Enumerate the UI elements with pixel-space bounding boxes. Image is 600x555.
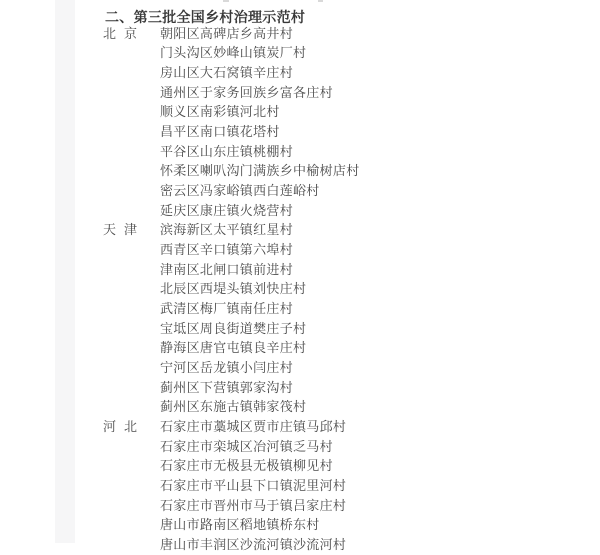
- clipped-previous-line-fragment: [223, 0, 229, 2]
- village-name: 石家庄市无极县无极镇柳见村: [160, 458, 333, 474]
- village-name: 北辰区西堤头镇刘快庄村: [160, 281, 307, 297]
- list-row: [0, 437, 600, 457]
- province-label: [103, 417, 137, 437]
- village-name: 延庆区康庄镇火烧营村: [160, 202, 294, 218]
- list-row: [0, 417, 600, 437]
- province-char: 北: [123, 418, 137, 434]
- list-row: [0, 279, 600, 299]
- section-heading-index: 二、: [105, 11, 134, 26]
- province-label: [103, 24, 137, 44]
- village-name: 昌平区南口镇花塔村: [160, 123, 280, 139]
- list-row: [0, 476, 600, 496]
- village-name: 静海区唐官屯镇良辛庄村: [160, 340, 307, 356]
- list-row: [0, 319, 600, 339]
- village-name: 石家庄市晋州市马于镇吕家庄村: [160, 497, 347, 513]
- village-name: 石家庄市平山县下口镇泥里河村: [160, 477, 347, 493]
- village-name: 津南区北闸口镇前进村: [160, 261, 294, 277]
- province-char: 津: [123, 222, 137, 238]
- village-name: 武清区梅厂镇南任庄村: [160, 300, 294, 316]
- village-name: 门头沟区妙峰山镇炭厂村: [160, 45, 307, 61]
- list-row: [0, 63, 600, 83]
- list-row: [0, 496, 600, 516]
- list-row: [0, 397, 600, 417]
- list-row: [0, 535, 600, 555]
- village-name: 通州区于家务回族乡富各庄村: [160, 84, 333, 100]
- village-name: 房山区大石窝镇辛庄村: [160, 64, 294, 80]
- village-name: 石家庄市栾城区冶河镇乏马村: [160, 438, 333, 454]
- village-name: 怀柔区喇叭沟门满族乡中榆树店村: [160, 163, 360, 179]
- list-row: [0, 515, 600, 535]
- list-row: [0, 83, 600, 103]
- village-name: 蓟州区下营镇郭家沟村: [160, 379, 294, 395]
- village-name: 顺义区南彩镇河北村: [160, 104, 280, 120]
- village-name: 宝坻区周良街道樊庄子村: [160, 320, 307, 336]
- list-row: [0, 24, 600, 44]
- list-row: [0, 358, 600, 378]
- list-row: [0, 43, 600, 63]
- province-label: [103, 220, 137, 240]
- list-row: [0, 102, 600, 122]
- village-name: 滨海新区太平镇红星村: [160, 222, 294, 238]
- list-row: [0, 220, 600, 240]
- list-row: [0, 142, 600, 162]
- village-name: 宁河区岳龙镇小闫庄村: [160, 359, 294, 375]
- village-list: [0, 24, 600, 555]
- list-row: [0, 299, 600, 319]
- section-heading-text: 第三批全国乡村治理示范村: [133, 11, 306, 26]
- list-row: [0, 240, 600, 260]
- village-name: 朝阳区高碑店乡高井村: [160, 25, 294, 41]
- village-name: 石家庄市藁城区贾市庄镇马邱村: [160, 418, 347, 434]
- village-name: 唐山市路南区稻地镇桥东村: [160, 517, 320, 533]
- list-row: [0, 338, 600, 358]
- list-row: [0, 181, 600, 201]
- village-name: 蓟州区东施古镇韩家筏村: [160, 399, 307, 415]
- list-row: [0, 260, 600, 280]
- list-row: [0, 201, 600, 221]
- village-name: 平谷区山东庄镇桃棚村: [160, 143, 294, 159]
- list-row: [0, 122, 600, 142]
- clipped-previous-line-fragment: [318, 0, 323, 2]
- province-char: 京: [123, 25, 137, 41]
- province-char: 天: [103, 222, 117, 238]
- list-row: [0, 456, 600, 476]
- village-name: 西青区辛口镇第六埠村: [160, 241, 294, 257]
- list-row: [0, 378, 600, 398]
- province-char: 北: [103, 25, 117, 41]
- list-row: [0, 161, 600, 181]
- village-name: 密云区冯家峪镇西白莲峪村: [160, 182, 320, 198]
- province-char: 河: [103, 418, 117, 434]
- village-name: 唐山市丰润区沙流河镇沙流河村: [160, 536, 347, 552]
